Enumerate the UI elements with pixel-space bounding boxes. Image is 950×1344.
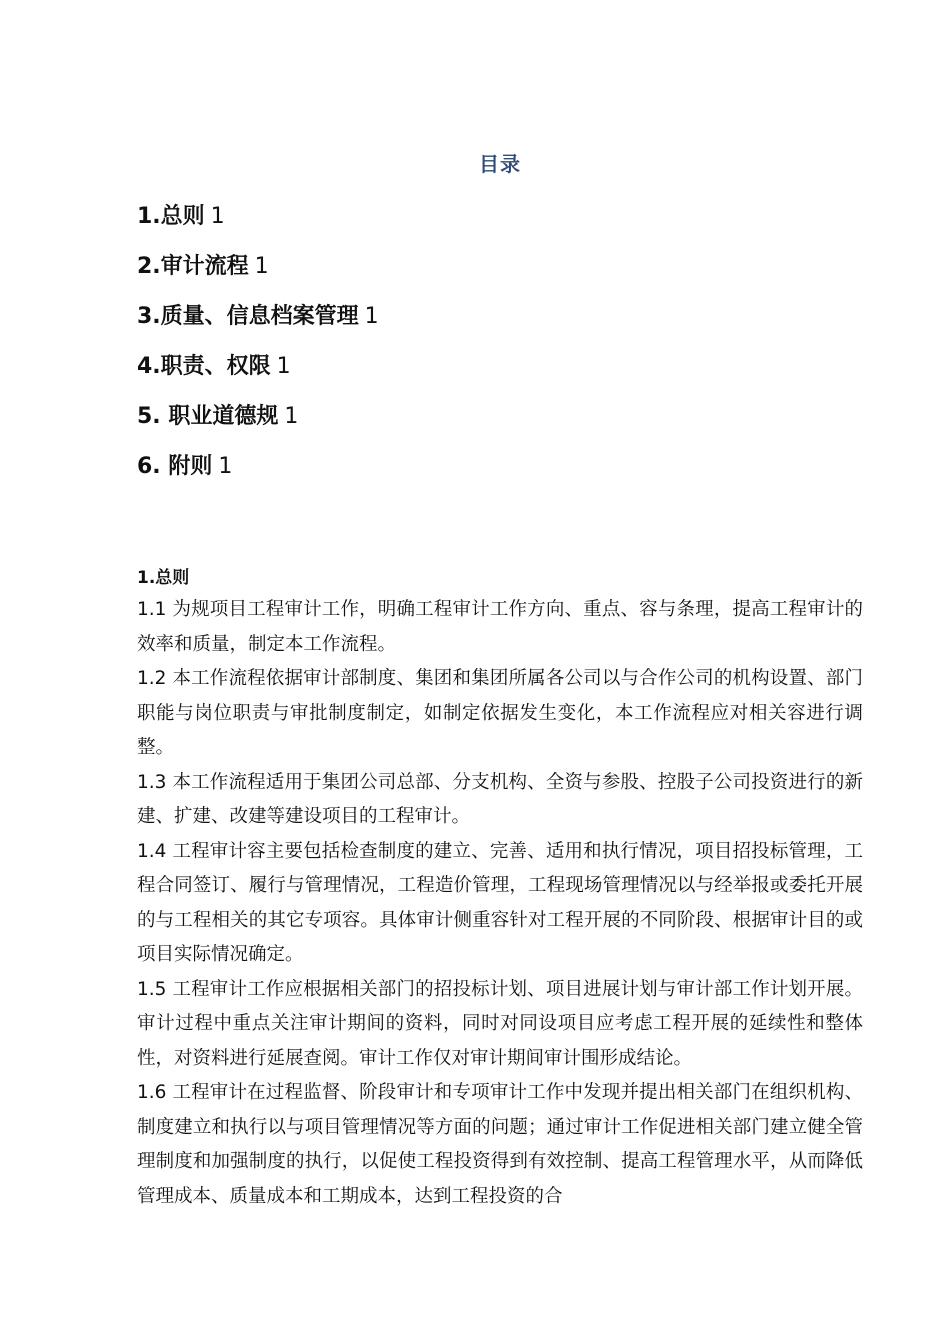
- toc-entry[interactable]: [137, 295, 837, 345]
- toc-entry-title: 2.审计流程: [137, 254, 249, 279]
- toc-entry-title: 5. 职业道德规: [137, 404, 279, 429]
- toc-entry[interactable]: [137, 445, 837, 495]
- toc-title: 目录: [479, 152, 521, 176]
- paragraph-1-5: 1.5 工程审计工作应根据相关部门的招投标计划、项目进展计划与审计部工作计划开展。审计过程中重点关注审计期间的资料，同时对同设项目应考虑工程开展的延续性和整体性，对资料进行延展查阅。审计工作仅对审计期间审计围形成结论。: [137, 978, 863, 1069]
- section-1-body: [137, 563, 863, 1214]
- toc-entry-title: 3.质量、信息档案管理: [137, 304, 359, 329]
- toc-entry-page: 1: [276, 354, 291, 379]
- toc-entry-page: 1: [218, 454, 233, 479]
- section-heading: 1.总则: [137, 568, 190, 588]
- toc-entry-title: 4.职责、权限: [137, 354, 271, 379]
- toc-entry-page: 1: [254, 254, 269, 279]
- toc-entry[interactable]: [137, 395, 837, 445]
- paragraph-1-2: 1.2 本工作流程依据审计部制度、集团和集团所属各公司以与合作公司的机构设置、部门职能与岗位职责与审批制度制定，如制定依据发生变化，本工作流程应对相关容进行调整。: [137, 668, 863, 758]
- toc-entry-page: 1: [284, 404, 299, 429]
- toc-entry[interactable]: [137, 245, 837, 295]
- table-of-contents: [137, 195, 837, 495]
- paragraph-1-4: 1.4 工程审计容主要包括检查制度的建立、完善、适用和执行情况，项目招投标管理，工程合同签订、履行与管理情况，工程造价管理，工程现场管理情况以与经举报或委托开展的与工程相关的其它专项容。具体审计侧重容针对工程开展的不同阶段、根据审计目的或项目实际情况确定。: [137, 840, 863, 965]
- paragraph-1-6: 1.6 工程审计在过程监督、阶段审计和专项审计工作中发现并提出相关部门在组织机构、制度建立和执行以与项目管理情况等方面的问题；通过审计工作促进相关部门建立健全管理制度和加强制度的执行，以促使工程投资得到有效控制、提高工程管理水平，从而降低管理成本、质量成本和工期成本，达到工程投资的合: [137, 1082, 863, 1207]
- toc-entry-title: 6. 附则: [137, 454, 213, 479]
- toc-entry[interactable]: [137, 195, 837, 245]
- toc-entry-title: 1.总则: [137, 204, 205, 229]
- toc-entry-page: 1: [210, 204, 225, 229]
- toc-entry[interactable]: [137, 345, 837, 395]
- paragraph-1-1: 1.1 为规项目工程审计工作，明确工程审计工作方向、重点、容与条理，提高工程审计的效率和质量，制定本工作流程。: [137, 599, 863, 655]
- toc-entry-page: 1: [364, 304, 379, 329]
- paragraph-1-3: 1.3 本工作流程适用于集团公司总部、分支机构、全资与参股、控股子公司投资进行的新建、扩建、改建等建设项目的工程审计。: [137, 771, 863, 827]
